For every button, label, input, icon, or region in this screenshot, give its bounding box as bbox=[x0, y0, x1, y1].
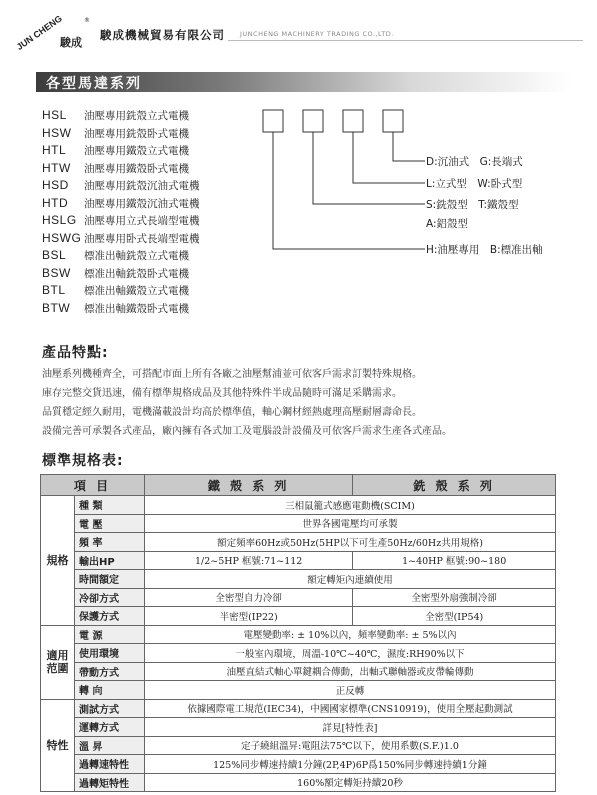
table-row bbox=[41, 625, 556, 644]
spec-table bbox=[40, 474, 556, 792]
row-value: 三相鼠籠式感應電動機(SCIM) bbox=[145, 496, 556, 515]
feature-line: 庫存完整交貨迅速，備有標準規格成品及其他特殊件半成品隨時可滿足采購需求。 bbox=[42, 388, 402, 399]
row-value-iron: 1/2~5HP 框號:71~112 bbox=[145, 551, 353, 570]
model-desc: 標准出軸鐵殼卧式電機 bbox=[84, 302, 189, 315]
row-value-cast: 全密型(IP54) bbox=[353, 607, 556, 626]
model-code: HTW bbox=[42, 160, 71, 175]
model-desc: 油壓專用鐵殼立式電機 bbox=[84, 145, 189, 157]
model-desc: 標准出軸銑殼卧式電機 bbox=[84, 267, 189, 280]
header-iron: 鐵 殼 系 列 bbox=[145, 475, 353, 496]
row-value: 電壓變動率: ± 10%以內，頻率變動率: ± 5%以內 bbox=[145, 625, 556, 644]
code-box bbox=[263, 110, 283, 132]
row-label: 時間額定 bbox=[75, 570, 145, 589]
model-code: HTL bbox=[42, 143, 67, 157]
row-value: 一般室內環境，周溫-10℃~40℃，濕度:RH90%以下 bbox=[145, 644, 556, 663]
svg-text:JUN CHENG: JUN CHENG bbox=[14, 13, 64, 52]
section-banner bbox=[36, 72, 572, 92]
model-code: HSL bbox=[42, 108, 67, 122]
row-value-cast: 全密型外扇強制冷卻 bbox=[353, 588, 556, 607]
row-value: 125%同步轉速持續1分鐘(2P,4P)6P爲150%同步轉速持續1分鐘 bbox=[145, 755, 556, 774]
row-value-iron: 全密型自力冷卻 bbox=[145, 588, 353, 607]
model-desc: 標准出軸鐵殼立式電機 bbox=[84, 285, 189, 297]
company-logo bbox=[14, 10, 100, 58]
model-code: HSD bbox=[42, 178, 69, 192]
model-desc: 油壓專用銑殼沉油式電機 bbox=[84, 180, 200, 192]
table-row bbox=[41, 755, 556, 774]
table-row bbox=[41, 514, 556, 533]
header-cast: 銑 殼 系 列 bbox=[353, 475, 556, 496]
row-label: 使用環境 bbox=[75, 644, 145, 663]
table-row bbox=[41, 570, 556, 589]
section-title: 各型馬達系列 bbox=[46, 76, 142, 92]
logo-graphic bbox=[14, 10, 100, 58]
table-row bbox=[41, 699, 556, 718]
model-desc: 油壓專用鐵殼沉油式電機 bbox=[84, 197, 200, 210]
company-english-name: JUNCHENG MACHINERY TRADING CO.,LTD. bbox=[240, 30, 394, 38]
row-value: 正反轉 bbox=[145, 681, 556, 700]
row-value: 160%額定轉矩持續20秒 bbox=[145, 773, 556, 792]
row-label: 種 類 bbox=[75, 496, 145, 515]
company-name: 駿成機械貿易有限公司 bbox=[100, 28, 225, 42]
table-row bbox=[41, 662, 556, 681]
header-divider bbox=[228, 40, 583, 41]
spec-title: 標準規格表: bbox=[42, 453, 124, 469]
group-scope: 適用范圍 bbox=[41, 625, 75, 699]
row-value: 油壓直結式軸心單鍵耦合傳動，出軸式聯軸器或皮帶輪傳動 bbox=[145, 662, 556, 681]
code-box bbox=[303, 110, 323, 132]
svg-text:駿成: 駿成 bbox=[60, 36, 82, 49]
model-code: BSL bbox=[42, 248, 67, 262]
feature-line: 設備完善可承製各式產品，廠內擁有各式加工及電腦設計設備及可依客戶需求生產各式產品。 bbox=[42, 426, 452, 437]
table-row bbox=[41, 533, 556, 552]
legend-line-3: S:銑殼型 T:鐵殼型 bbox=[426, 199, 519, 211]
model-code-diagram bbox=[255, 108, 585, 258]
row-value: 額定頻率60Hz或50Hz(5HP以下可生產50Hz/60Hz共用規格) bbox=[145, 533, 556, 552]
legend-line-3b: A:鋁殼型 bbox=[426, 218, 469, 230]
code-diagram-lines bbox=[255, 108, 585, 258]
svg-text:®: ® bbox=[84, 17, 90, 24]
row-value: 定子繞組溫昇:電阻法75℃以下，使用系數(S.F.)1.0 bbox=[145, 736, 556, 755]
table-row bbox=[41, 644, 556, 663]
model-desc: 油壓專用銑殼卧式電機 bbox=[84, 127, 189, 140]
table-row bbox=[41, 736, 556, 755]
spec-header-row bbox=[41, 475, 556, 496]
row-value-iron: 半密型(IP22) bbox=[145, 607, 353, 626]
model-code: BSW bbox=[42, 265, 71, 280]
row-label: 輸出HP bbox=[75, 551, 145, 570]
row-label: 過轉速特性 bbox=[75, 755, 145, 774]
table-row bbox=[41, 773, 556, 792]
feature-line: 油壓系列機種齊全，可搭配市面上所有各廠之油壓幫浦並可依客戶需求訂製特殊規格。 bbox=[42, 369, 422, 380]
code-box bbox=[343, 110, 363, 132]
group-spec: 規格 bbox=[41, 496, 75, 626]
table-row bbox=[41, 718, 556, 737]
row-label: 電 壓 bbox=[75, 514, 145, 533]
row-value: 世界各國電壓均可承製 bbox=[145, 514, 556, 533]
model-desc: 標准出軸銑殼立式電機 bbox=[84, 250, 189, 262]
model-desc: 油壓專用鐵殼卧式電機 bbox=[84, 162, 189, 175]
group-char: 特性 bbox=[41, 699, 75, 792]
model-code: HSWG bbox=[42, 230, 82, 245]
row-value: 詳見[特性表] bbox=[145, 718, 556, 737]
row-label: 帶動方式 bbox=[75, 662, 145, 681]
features-title: 產品特點: bbox=[42, 345, 109, 361]
row-value: 依據國際電工規范(IEC34)，中國國家標準(CNS10919)，使用全壓起動測試 bbox=[145, 699, 556, 718]
row-label: 運轉方式 bbox=[75, 718, 145, 737]
model-desc: 油壓專用卧式長端型電機 bbox=[84, 232, 200, 245]
row-label: 測試方式 bbox=[75, 699, 145, 718]
model-code: BTL bbox=[42, 283, 66, 297]
model-code: BTW bbox=[42, 300, 71, 315]
header-item: 項 目 bbox=[41, 475, 145, 496]
table-row bbox=[41, 588, 556, 607]
row-label: 冷卻方式 bbox=[75, 588, 145, 607]
row-label: 過轉矩特性 bbox=[75, 773, 145, 792]
row-label: 溫 昇 bbox=[75, 736, 145, 755]
table-row bbox=[41, 607, 556, 626]
row-value: 額定轉矩內連續使用 bbox=[145, 570, 556, 589]
feature-line: 品質穩定經久耐用，電機滿載設計均高於標準值，軸心鋼材經熱處理高壓耐層壽命長。 bbox=[42, 407, 422, 418]
row-label: 電 源 bbox=[75, 625, 145, 644]
row-label: 頻 率 bbox=[75, 533, 145, 552]
code-box bbox=[383, 110, 403, 132]
row-value-cast: 1~40HP 框號:90~180 bbox=[353, 551, 556, 570]
legend-line-1: D:沉油式 G:長端式 bbox=[426, 156, 523, 168]
model-code: HSLG bbox=[42, 213, 77, 227]
model-desc: 油壓專用銑殼立式電機 bbox=[84, 110, 189, 122]
legend-line-2: L:立式型 W:卧式型 bbox=[426, 178, 523, 190]
row-label: 轉 向 bbox=[75, 681, 145, 700]
model-code: HSW bbox=[42, 125, 72, 140]
table-row bbox=[41, 496, 556, 515]
table-row bbox=[41, 681, 556, 700]
row-label: 保護方式 bbox=[75, 607, 145, 626]
model-desc: 油壓專用立式長端型電機 bbox=[84, 215, 200, 227]
legend-line-4: H:油壓專用 B:標准出軸 bbox=[426, 244, 543, 256]
model-code: HTD bbox=[42, 195, 69, 210]
table-row bbox=[41, 551, 556, 570]
